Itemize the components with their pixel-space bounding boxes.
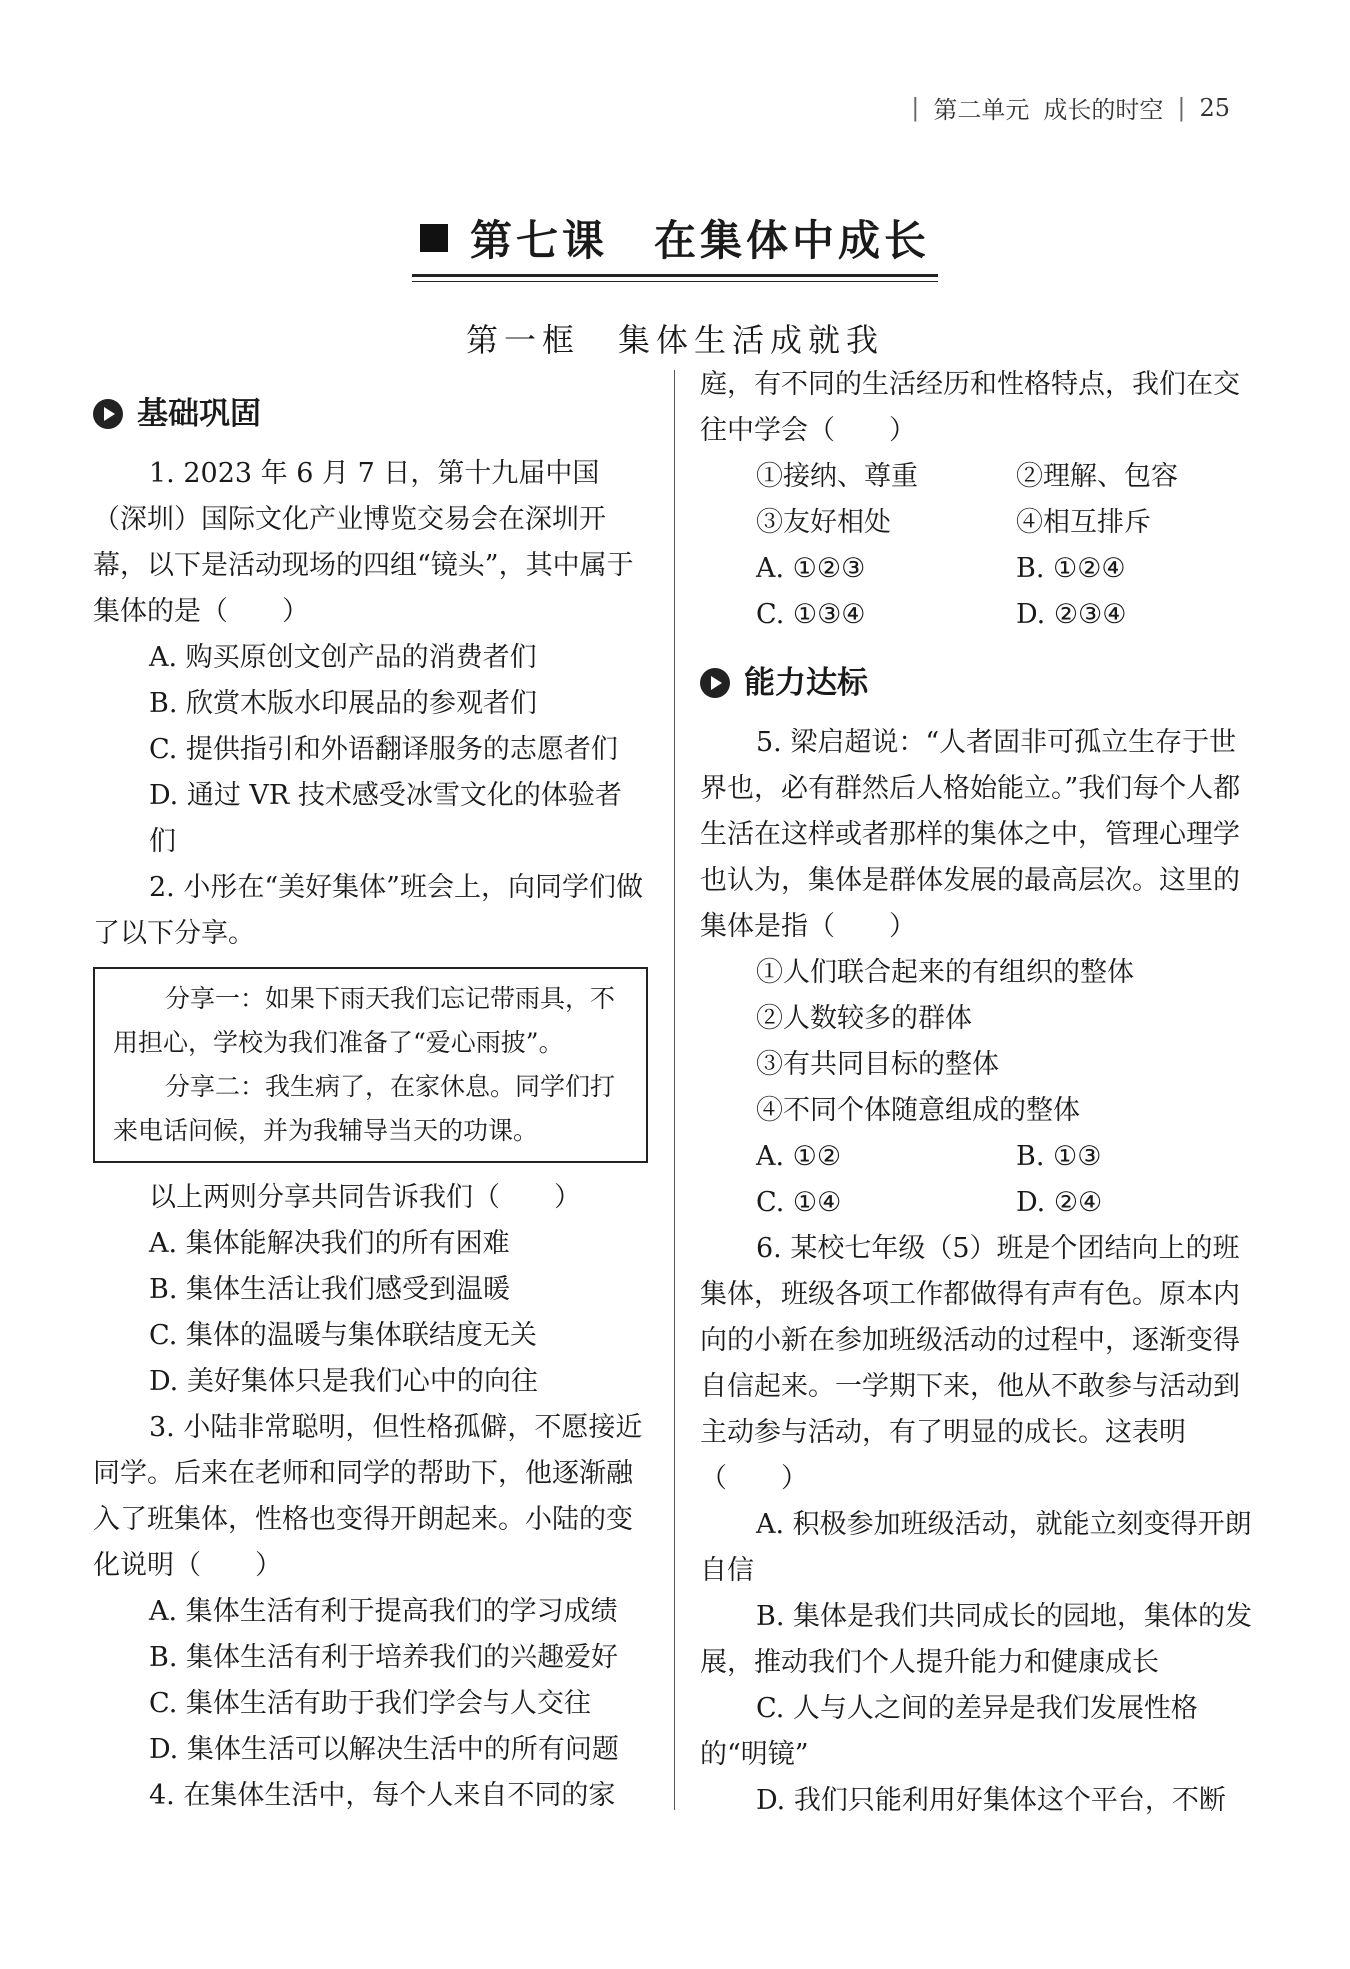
option: C. 集体生活有助于我们学会与人交往 [149, 1688, 591, 1719]
option: B. 欣赏木版水印展品的参观者们 [149, 688, 538, 719]
option: C. ①③④ [756, 599, 866, 630]
section-title: 能力达标 [744, 665, 868, 701]
option: B. 集体生活有利于培养我们的兴趣爱好 [149, 1642, 619, 1673]
item: ④相互排斥 [1016, 507, 1151, 538]
option: D. ②③④ [1016, 599, 1127, 630]
question-5-options [700, 1134, 1255, 1226]
item: ①人们联合起来的有组织的整体 [756, 957, 1134, 988]
option: C. ①④ [756, 1187, 842, 1218]
header-topic: 成长的时空 [1043, 96, 1164, 124]
running-header: | 第二单元 成长的时空 | 25 [911, 90, 1230, 125]
square-bullet-icon [420, 224, 448, 252]
item: ④不同个体随意组成的整体 [756, 1095, 1080, 1126]
section-title: 基础巩固 [137, 396, 261, 432]
share-2: 分享二：我生病了，在家休息。同学们打来电话问候，并为我辅导当天的功课。 [113, 1072, 616, 1145]
question-4-cont: 庭，有不同的生活经历和性格特点，我们在交往中学会（ ） [700, 369, 1240, 446]
lesson-title [0, 208, 1350, 277]
header-unit: 第二单元 [933, 96, 1030, 124]
play-circle-icon [700, 668, 730, 698]
item: ①接纳、尊重 [756, 461, 918, 492]
section-ability [700, 660, 1255, 706]
option: C. 人与人之间的差异是我们发展性格的“明镜” [700, 1693, 1198, 1770]
question-2-stem: 2. 小彤在“美好集体”班会上，向同学们做了以下分享。 [93, 872, 643, 949]
question-4-start: 4. 在集体生活中，每个人来自不同的家 [149, 1780, 616, 1811]
question-1-stem: 1. 2023 年 6 月 7 日，第十九届中国（深圳）国际文化产业博览交易会在深圳开幕，以下是活动现场的四组“镜头”，其中属于集体的是（ ） [93, 458, 634, 627]
option: D. 集体生活可以解决生活中的所有问题 [149, 1734, 619, 1765]
column-divider [674, 370, 675, 1810]
option: A. 集体生活有利于提高我们的学习成绩 [149, 1596, 618, 1627]
share-1: 分享一：如果下雨天我们忘记带雨具，不用担心，学校为我们准备了“爱心雨披”。 [113, 984, 616, 1057]
option: B. ①③ [1016, 1141, 1102, 1172]
item: ③友好相处 [756, 507, 891, 538]
section-basic [93, 391, 648, 437]
share-box [93, 967, 648, 1163]
option: D. 美好集体只是我们心中的向往 [149, 1366, 538, 1397]
option: A. 购买原创文创产品的消费者们 [149, 642, 537, 673]
right-column [700, 362, 1255, 1824]
option: B. 集体生活让我们感受到温暖 [149, 1274, 511, 1305]
item: ②理解、包容 [1016, 461, 1178, 492]
lesson-title-text: 第七课 在集体中成长 [469, 216, 930, 265]
option: C. 集体的温暖与集体联结度无关 [149, 1320, 537, 1351]
option: A. 集体能解决我们的所有困难 [149, 1228, 510, 1259]
option: A. ①②③ [756, 553, 866, 584]
option: D. 我们只能利用好集体这个平台，不断 [756, 1785, 1226, 1816]
question-4-items [700, 454, 1255, 638]
option: A. 积极参加班级活动，就能立刻变得开朗自信 [700, 1509, 1252, 1586]
question-6-stem: 6. 某校七年级（5）班是个团结向上的班集体，班级各项工作都做得有声有色。原本内向的小新在参加班级活动的过程中，逐渐变得自信起来。一学期下来，他从不敢参与活动到主动参与活动，有了明显的成长。这表明（ ） [700, 1233, 1240, 1494]
frame-title: 第一框 集体生活成就我 [465, 321, 884, 359]
option: B. ①②④ [1016, 553, 1126, 584]
item: ③有共同目标的整体 [756, 1049, 999, 1080]
page-number: 25 [1199, 93, 1230, 122]
option: D. ②④ [1016, 1187, 1103, 1218]
option: B. 集体是我们共同成长的园地，集体的发展，推动我们个人提升能力和健康成长 [700, 1601, 1253, 1678]
play-circle-icon [93, 399, 123, 429]
question-5-stem: 5. 梁启超说：“人者固非可孤立生存于世界也，必有群然后人格始能立。”我们每个人都生活在这样或者那样的集体之中，管理心理学也认为，集体是群体发展的最高层次。这里的集体是指（ ） [700, 727, 1241, 942]
option: A. ①② [756, 1141, 842, 1172]
question-3-stem: 3. 小陆非常聪明，但性格孤僻，不愿接近同学。后来在老师和同学的帮助下，他逐渐融入了班集体，性格也变得开朗起来。小陆的变化说明（ ） [93, 1412, 643, 1581]
item: ②人数较多的群体 [756, 1003, 972, 1034]
option: D. 通过 VR 技术感受冰雪文化的体验者们 [149, 780, 622, 857]
option: C. 提供指引和外语翻译服务的志愿者们 [149, 734, 618, 765]
question-2-question: 以上两则分享共同告诉我们（ ） [149, 1182, 581, 1213]
left-column [93, 385, 648, 1819]
